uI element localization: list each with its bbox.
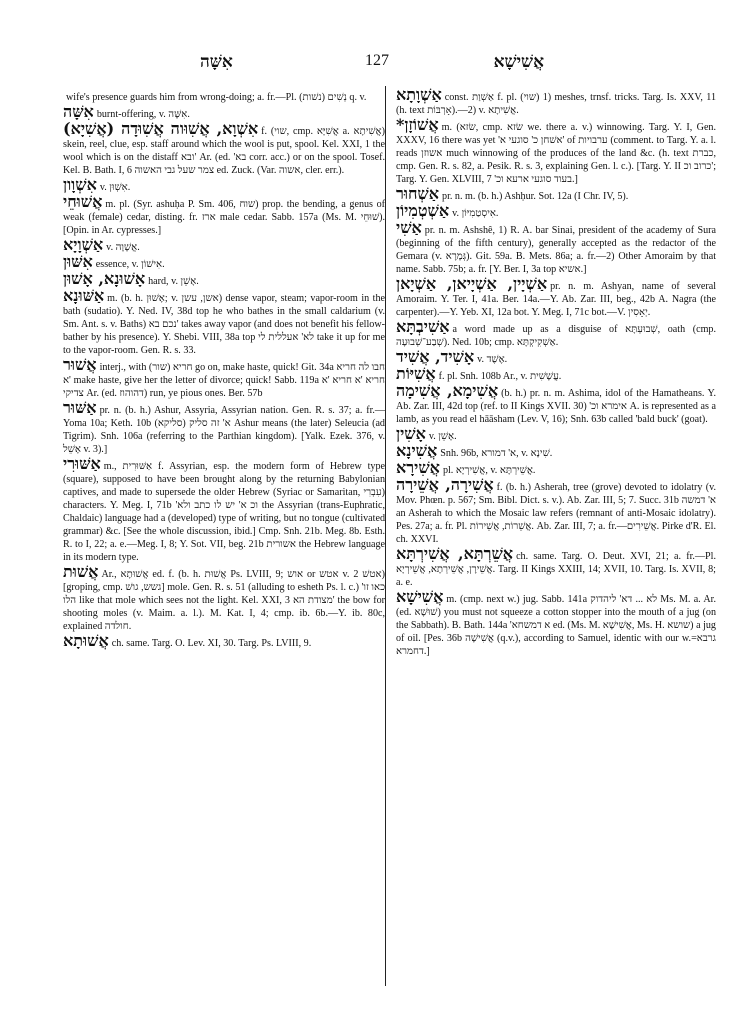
dictionary-entry	[396, 441, 716, 460]
dictionary-entry	[396, 424, 716, 443]
entry-headword: אֲשֵׁרְתָּא, אֲשִׁירְתָּא	[396, 544, 514, 563]
dictionary-entry	[396, 381, 716, 426]
entry-text: m. (b. h. אָשׁוּן; v. אשן, עשן) dense vapor, steam; vapor-room in the bath (sudatio). Y. Ned. IV, 38d top he who bathes in the small caldarium (v. Sm. Ant. s. v. Baths) נכם בא' takes away vapor (and does not benefit his fellow-bather by his presence). Y. Shebi. VIII, 38a top לא' אעללית לי take it up for me to the vapor-room. Gen. R. s. 33.	[63, 293, 385, 356]
entry-text: Ar., אֲשׁוּתָא ed. f. (b. h. אֲשׁוּת Ps. LVIII, 9; אוש or אטש v. אטשׁ 2) [groping, cmp. גשש, גושׁ] mole. Gen. R. s. 51 (alluding to esheth Ps. l. c.) 'כאו זו הלו like that mole which sees not the light. Kel. XXI, 3 מצודת הא' the bow for shooting moles (v. Maim. a. l.). M. Kat. I, 4; cmp. ib. 6b.—Y. ib. 80c, explained חולדה.	[63, 569, 386, 632]
entry-headword: אַשְׁיָין, אַשְׁיָיאן, אַשְׁיָאן	[396, 274, 548, 293]
entry-text: a word made up as a disguise of שְׁבוּעְתָּא, oath (cmp. שְׁבַע־שְׁבוּעָה). Ned. 10b; cmp. אַשְׁקִיקְתָּא.	[396, 324, 716, 348]
dictionary-entry	[396, 347, 716, 366]
entry-headword: אִשָּׁה	[63, 102, 94, 121]
dictionary-entry	[63, 454, 386, 564]
entry-text: v. אֲשָׁוָה.	[106, 242, 140, 253]
left-column	[63, 88, 385, 651]
page-header	[60, 52, 694, 74]
entry-text: const. אַשְׁוַת f. pl. (שוי) 1) meshes, trnsf. tricks. Targ. Is. XXV, 11 (h. text אָרְבּוֹת).—2) v. אֲשִׁיתָא.	[396, 92, 716, 116]
dictionary-entry	[63, 355, 385, 400]
entry-headword: אַשְׁוָיָא	[63, 235, 104, 254]
entry-headword: אַשְׁוָתָא	[396, 85, 442, 104]
entry-headword: אַשְׁחוּר	[396, 184, 440, 203]
dictionary-entry	[63, 235, 385, 254]
dictionary-entry	[63, 119, 385, 177]
dictionary-entry	[63, 286, 385, 357]
entry-headword: אֲשִׁישָׁא	[396, 587, 444, 606]
entry-text: f. (b. h.) Asherah, tree (grove) devoted to idolatry (v. Mov. Phœn. p. 567; Sm. Bibl. Dict. s. v.). Ab. Zar. III, 5; 7. Succ. 31b א' דמשה an Asherah to which the Mosaic law refers (remnant of anti-Mosaic idolatry). Pes. 27a; a. fr. Pl. אֲשֵׁרוֹת, אֲשֵׁירוֹת. Ab. Zar. III, 7; a. fr.—אֲשֵׁירִים. Pirke d'R. El. ch. XXVI.	[396, 482, 717, 545]
entry-headword: אֲשׁוּחֵי	[63, 192, 103, 211]
entry-text: burnt-offering, v. אִשֶּׁה.	[96, 109, 190, 120]
entry-text: v. אִשְׁוּן.	[99, 182, 131, 193]
entry-headword: אֲשִׁינָא	[396, 441, 438, 460]
entry-headword: אַשִׁי	[396, 218, 422, 237]
dictionary-entry	[63, 631, 385, 650]
entry-text: m. (cmp. next w.) jug. Sabb. 141a לא ... דא' ליהדוק Ms. M. a. Ar. (ed. שׁוּשָׁא) you must not squeeze a cotton stopper into the mouth of a jug (on the Sabbath). B. Bath. 144a 'א דמשחא ed. (Ms. M. אֲשִׁישָׁא, Ms. H. שושא) a jug of oil. [Pes. 36b אֲשִׁישָׁה (q.v.), according to Samuel, identic with our w.=גרבא דחמרא.]	[396, 594, 717, 657]
entry-text: m., אַשּׁוּרִית f. Assyrian, esp. the modern form of Hebrew type (square), supposed to have been brought along by the returning Babylonian captives, and made to supersede the older Hebrew (Syriac or Samaritan, עִבְרִי) characters. Y. Meg. I, 71b 'וכ א' יש לו כתב ולא the Assyrian (trans-Euphratic, Chaldaic) language had a (developed) type of writing, but no tongue (cultivated grammar) &c. [See the whole discussion, ibid.] Cmp. Snh. 21b. Meg. 8b. Esth. R. to I, 22; a. e.—Meg. I, 8; Y. Sot. VII, beg. 21b אשורית the Hebrew language in its modern type.	[63, 461, 386, 563]
right-running-headword: אֲשִׁישָׁא	[493, 52, 544, 72]
entry-headword: אֲשִׁימָא, אֲשִׁימָה	[396, 381, 499, 400]
entry-text: f. (שוי, cmp. אֲשִׁיָּא a. אֲשִׁיתָא) skein, reel, clue, esp. staff around which the wool is put, spool. Kel. XXI, 1 the wool which is on the distaff ובא' Ar. (ed. 'בא corr. acc.) or on the spool. Tosef. Kel. B. Bath. I, 6 צמר שעל גבי האשוה ed. Zuck. (Var. אשוה, cler. err.).	[63, 126, 385, 176]
entry-headword: אֲשׁוּת	[63, 562, 99, 581]
entry-text: interj., with חריא (שור) go on, make haste, quick! Git. 34a חבו לה חריא 'א make haste, give her the letter of divorce; quick! Sabb. 119a חריא 'א חריא 'א צדיקי Ar. (ed. דהוהוז) run, ye pious ones. Ber. 57b	[63, 362, 385, 399]
entry-text: ch. same. Targ. O. Deut. XVI, 21; a. fr.—Pl. אֲשֵׁירָן, אֲשֵׁירְתָא, אֲשֵׁירְיָא. Targ. II Kings XXIII, 14; XVII, 10. Targ. Is. XVII, 8; a. e.	[396, 551, 716, 588]
dictionary-entry	[396, 544, 716, 589]
dictionary-entry	[396, 201, 716, 220]
entry-headword: אָשׁוּנָא, אָשׁוּן	[63, 269, 146, 288]
dictionary-entry	[396, 475, 717, 546]
dictionary-entry	[63, 562, 386, 633]
entry-headword: *אֲשׁוֹזָן	[396, 115, 439, 134]
entry-text: v. אָשֵׁן.	[428, 431, 457, 442]
entry-headword: אִשְׁוָא, אֲשִׁוּוה אֲשִׁוּדָה (אֲשִׁיָא)	[63, 119, 259, 138]
right-column	[396, 85, 717, 659]
left-running-headword: אִשָּׁה	[200, 52, 233, 72]
entry-text: f. pl. Snh. 108b Ar., v. עֲשָׁשִׁית.	[438, 371, 562, 382]
entry-text: v. אִיסְטַמִיּוֹן.	[452, 208, 499, 219]
entry-headword: אִשּׁוּן	[63, 252, 93, 271]
dictionary-entry	[63, 88, 385, 104]
entry-text: v. אֶשֶׁד.	[477, 354, 508, 365]
dictionary-entry	[63, 192, 385, 237]
dictionary-entry	[396, 587, 717, 658]
entry-headword: אָשִׁין	[396, 424, 426, 443]
entry-headword: אַשּׁוּנָא	[63, 286, 105, 305]
entry-text: wife's presence guards him from wrong-doing; a. fr.—Pl. נְשִׁים (נשׁות) q. v.	[66, 92, 367, 103]
entry-text: m. (שׂזא, cmp. שׂזא we. there a. v.) winnowing. Targ. Y. I, Gen. XXXV, 16 there was yet 'אשׁחן כ' סוגעי א' of ערבויות (comment. to Targ. Y. a. l. reads אשוזן much winnowing of the produces of the land &c. (h. text כברת, cmp. Gen. R. s. 82, a. Pesik. R. s. 3, explaining Gen. l. c.). [Targ. Y. II כרוב וכ'; Targ. Y. Gen. XLVIII, 7 'בעוד סוגעי ארעא וכ.]	[396, 122, 716, 185]
page-number: 127	[365, 52, 389, 69]
entry-text: essence, v. אִישׁוֹן.	[95, 259, 165, 270]
entry-headword: אֲשׁוּתָא	[63, 631, 109, 650]
entry-text: pr. n. m. Ashshê, 1) R. A. bar Sinai, president of the academy of Sura (beginning of the fifth century), generally accepted as the redactor of the Gemara (v. גְּמָרָא). Git. 59a. B. Mets. 86a; a. fr.—2) Other Amoraim by that name. Sabb. 75b; a. fr. [Y. Ber. I, 3a top אשיא.]	[396, 225, 716, 275]
dictionary-entry	[396, 85, 716, 117]
entry-text: ch. same. Targ. O. Lev. XI, 30. Targ. Ps. LVIII, 9.	[111, 638, 312, 649]
entry-text: pr. n. (b. h.) Ashur, Assyria, Assyrian nation. Gen. R. s. 37; a. fr.—Yoma 10a; Keth. 10b א' זה סליק (סליקא) Ashur means (the later) Seleucia (ad Tigrim). Snh. 106a (referring to the Parthian kingdom). [Yalk. Ezek. 376, v. אָשֵׁל v. 3).]	[63, 405, 385, 455]
entry-headword: אֲשׁוּר	[63, 355, 97, 374]
dictionary-entry	[63, 398, 385, 456]
entry-text: (b. h.) pr. n. m. Ashima, idol of the Hamatheans. Y. Ab. Zar. III, 42d top (ref. to II Kings XVII. 30) 'אימרא וכ A. is represented as a lamb, as you read el hāāsham (Lev. V, 16); Snh. 63b called 'bald buck' (goat).	[396, 388, 716, 425]
dictionary-entry	[63, 175, 385, 194]
dictionary-entry	[396, 317, 716, 349]
entry-headword: אַשְׁטְמִיוֹן	[396, 201, 450, 220]
entry-text: pl. אֲשִׁירְיָא, v. אֲשֵׁירְתָּא.	[442, 465, 536, 476]
entry-headword: אַשּׁוּרִי	[63, 454, 101, 473]
entry-headword: אֲשִׁירָא	[396, 458, 440, 477]
entry-text: pr. n. m. (b. h.) Ashḥur. Sot. 12a (I Chr. IV, 5).	[442, 191, 629, 202]
entry-text: Snh. 96b, א' דמורא, v. שִׁינָא.	[440, 448, 553, 459]
dictionary-entry	[396, 218, 716, 276]
entry-text: pr. n. m. Ashyan, name of several Amoraim. Y. Ter. I, 41a. Ber. 14a.—Y. Ab. Zar. III, beg., 42b A. Nagra (the carpenter).—Y. Yeb. XI, 12a bot. Y. Meg. I, 71c bot.—V. יְאָסִין.	[396, 281, 716, 318]
dictionary-entry	[396, 115, 716, 186]
entry-headword: אַשּׁוּר	[63, 398, 97, 417]
entry-headword: אַשִׁיבְתָּא	[396, 317, 450, 336]
column-divider	[385, 86, 386, 986]
dictionary-entry	[396, 274, 716, 319]
entry-text: hard, v. אָשֵׁן.	[148, 276, 199, 287]
entry-headword: אֲשִׁירָה, אֲשֵׁירָה	[396, 475, 494, 494]
entry-headword: אִשְׁוָון	[63, 175, 97, 194]
entry-headword: אֲשִׁיּוֹת	[396, 364, 436, 383]
entry-headword: אָשִׁיד, אֲשִׁיד	[396, 347, 475, 366]
dictionary-entry	[63, 269, 385, 288]
entry-text: m. pl. (Syr. ashuḥa P. Sm. 406, שוח) prop. the bending, a genus of weak (female) cedar, disting. fr. ארז male cedar. Sabb. 157a (Ms. M. שׁוּחֵי). [Opin. in Ar. cypresses.]	[63, 199, 385, 236]
